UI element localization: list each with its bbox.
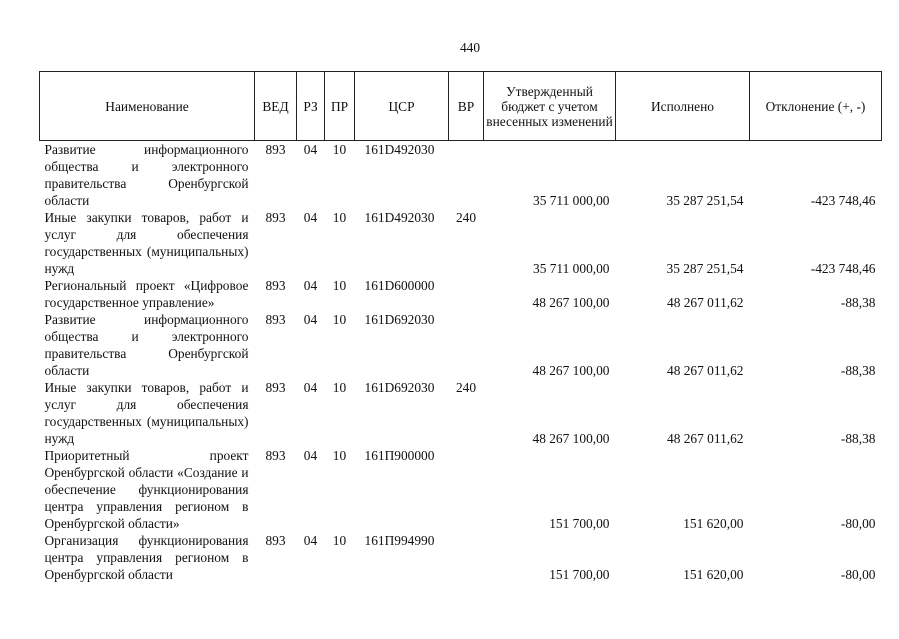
table-row <box>40 311 882 379</box>
row-ved: 893 <box>265 533 286 548</box>
row-pr: 10 <box>332 278 347 293</box>
row-executed: 35 287 251,54 <box>666 261 744 276</box>
header-approved: Утвержденный бюджет с учетом внесенных изменений <box>484 72 616 141</box>
row-ved: 893 <box>265 278 286 293</box>
row-approved: 35 711 000,00 <box>533 261 610 276</box>
row-ved: 893 <box>265 312 286 327</box>
row-deviation: -88,38 <box>840 363 876 378</box>
row-approved: 35 711 000,00 <box>533 193 610 208</box>
row-approved: 151 700,00 <box>549 567 610 582</box>
row-pr: 10 <box>332 533 347 548</box>
row-csr: 161D492030 <box>364 210 435 225</box>
table-row <box>40 209 882 277</box>
header-rz: РЗ <box>297 72 325 141</box>
row-ved: 893 <box>265 448 286 463</box>
row-vr <box>449 141 484 210</box>
row-approved: 48 267 100,00 <box>532 363 610 378</box>
row-deviation: -88,38 <box>840 295 876 310</box>
row-deviation: -80,00 <box>840 516 876 531</box>
row-executed: 48 267 011,62 <box>667 363 744 378</box>
row-vr <box>449 277 484 311</box>
row-rz: 04 <box>303 142 318 157</box>
header-csr: ЦСР <box>355 72 449 141</box>
row-deviation: -80,00 <box>840 567 876 582</box>
row-vr <box>449 447 484 532</box>
row-csr: 161D600000 <box>364 278 435 293</box>
row-name: Иные закупки товаров, работ и услуг для обеспечения государственных (муниципальных) нужд <box>44 210 249 276</box>
row-name: Иные закупки товаров, работ и услуг для обеспечения государственных (муниципальных) нужд <box>44 380 249 446</box>
row-rz: 04 <box>303 380 318 395</box>
row-csr: 161П900000 <box>364 448 435 463</box>
row-ved: 893 <box>265 380 286 395</box>
row-csr: 161П994990 <box>364 533 435 548</box>
row-executed: 48 267 011,62 <box>667 295 744 310</box>
table-row <box>40 379 882 447</box>
row-deviation: -423 748,46 <box>810 261 876 276</box>
row-name: Развитие информационного общества и электронного правительства Оренбургской области <box>44 312 249 378</box>
row-vr: 240 <box>455 210 477 225</box>
row-ved: 893 <box>265 210 286 225</box>
page-number: 440 <box>459 40 481 55</box>
table-row <box>40 447 882 532</box>
table-row <box>40 532 882 583</box>
row-name: Организация функционирования центра управления регионом в Оренбургской области <box>44 533 249 582</box>
row-executed: 151 620,00 <box>683 567 744 582</box>
row-vr: 240 <box>455 380 477 395</box>
header-pr: ПР <box>325 72 355 141</box>
row-deviation: -88,38 <box>840 431 876 446</box>
header-vr: ВР <box>449 72 484 141</box>
row-csr: 161D692030 <box>364 380 435 395</box>
row-pr: 10 <box>332 142 347 157</box>
header-name: Наименование <box>40 72 255 141</box>
row-rz: 04 <box>303 210 318 225</box>
table-row <box>40 277 882 311</box>
budget-table <box>39 71 882 583</box>
row-approved: 48 267 100,00 <box>532 431 610 446</box>
row-pr: 10 <box>332 312 347 327</box>
row-approved: 151 700,00 <box>549 516 610 531</box>
row-deviation: -423 748,46 <box>810 193 876 208</box>
table-header-row <box>40 72 882 141</box>
row-approved: 48 267 100,00 <box>532 295 610 310</box>
row-ved: 893 <box>265 142 286 157</box>
row-pr: 10 <box>332 210 347 225</box>
row-vr <box>449 532 484 583</box>
row-rz: 04 <box>303 533 318 548</box>
row-executed: 48 267 011,62 <box>667 431 744 446</box>
row-vr <box>449 311 484 379</box>
row-executed: 151 620,00 <box>683 516 744 531</box>
row-name: Развитие информационного общества и электронного правительства Оренбургской области <box>44 142 249 208</box>
row-rz: 04 <box>303 312 318 327</box>
row-pr: 10 <box>332 380 347 395</box>
row-csr: 161D492030 <box>364 142 435 157</box>
row-name: Приоритетный проект Оренбургской области «Создание и обеспечение функционирования центра управления регионом в Оренбургской области» <box>44 448 249 531</box>
row-executed: 35 287 251,54 <box>666 193 744 208</box>
row-csr: 161D692030 <box>364 312 435 327</box>
table-row <box>40 141 882 210</box>
header-deviation: Отклонение (+, -) <box>750 72 882 141</box>
row-name: Региональный проект «Цифровое государственное управление» <box>44 278 249 310</box>
row-pr: 10 <box>332 448 347 463</box>
header-ved: ВЕД <box>255 72 297 141</box>
row-rz: 04 <box>303 278 318 293</box>
header-executed: Исполнено <box>616 72 750 141</box>
row-rz: 04 <box>303 448 318 463</box>
